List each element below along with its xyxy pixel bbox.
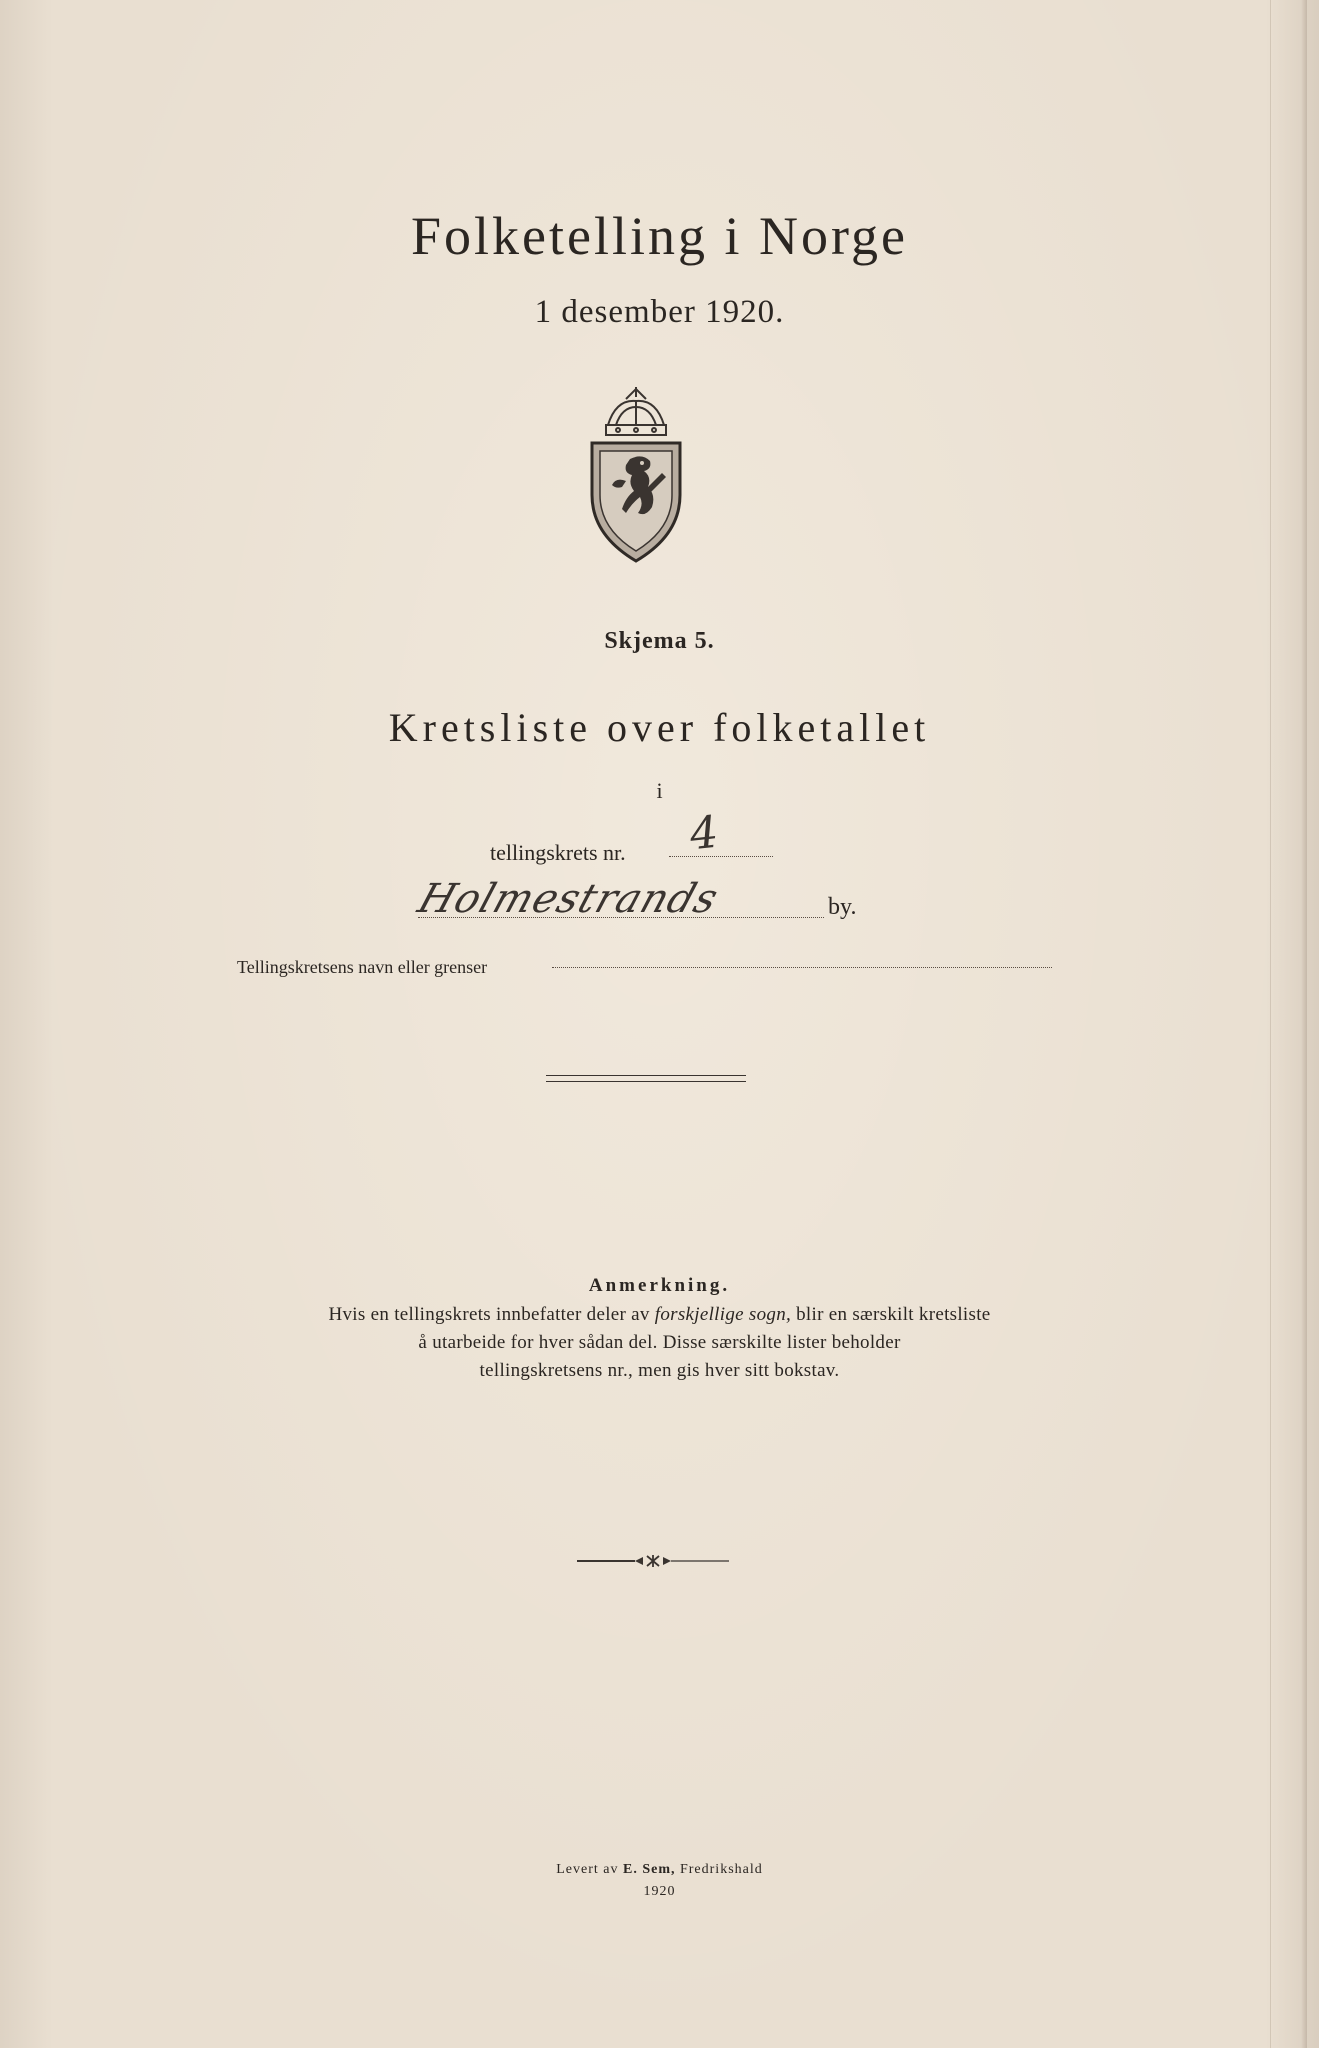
double-rule-divider: [546, 1075, 746, 1082]
note-heading: Anmerkning.: [588, 1275, 731, 1296]
census-date: 1 desember 1920.: [534, 294, 785, 330]
district-number-field-line: [669, 856, 773, 857]
printer-city: Fredrikshald: [675, 1862, 763, 1877]
note-line-3: tellingskretsens nr., men gis hver sitt bokstav.: [479, 1360, 840, 1381]
note-line-2: å utarbeide for hver sådan del. Disse særskilte lister beholder: [418, 1332, 901, 1353]
city-suffix: by.: [828, 894, 857, 920]
district-name-field-line: [552, 967, 1052, 968]
note-line-1: [0, 1304, 1319, 1326]
coat-of-arms-icon: [586, 385, 686, 565]
district-number-label: tellingskrets nr.: [490, 840, 626, 865]
preposition-i: i: [656, 778, 663, 803]
page-title: Folketelling i Norge: [411, 206, 908, 266]
ornament-divider-icon: [575, 1554, 731, 1568]
printer-name: E. Sem,: [622, 1862, 676, 1877]
list-title: Kretsliste over folketallet: [388, 705, 931, 750]
schema-number: Skjema 5.: [604, 628, 715, 654]
note-line-1-italic: forskjellige sogn,: [654, 1304, 792, 1325]
city-name-handwritten: Holmestrands: [412, 876, 725, 922]
printer-year: 1920: [643, 1884, 676, 1899]
district-name-label: Tellingskretsens navn eller grenser: [237, 957, 488, 977]
district-number-handwritten: 4: [687, 806, 721, 861]
printer-prefix: Levert av: [556, 1862, 623, 1877]
printer-credit: [0, 1862, 1319, 1878]
note-line-1-start: Hvis en tellingskrets innbefatter deler av: [328, 1304, 655, 1325]
note-line-1-end: blir en særskilt kretsliste: [791, 1304, 991, 1325]
